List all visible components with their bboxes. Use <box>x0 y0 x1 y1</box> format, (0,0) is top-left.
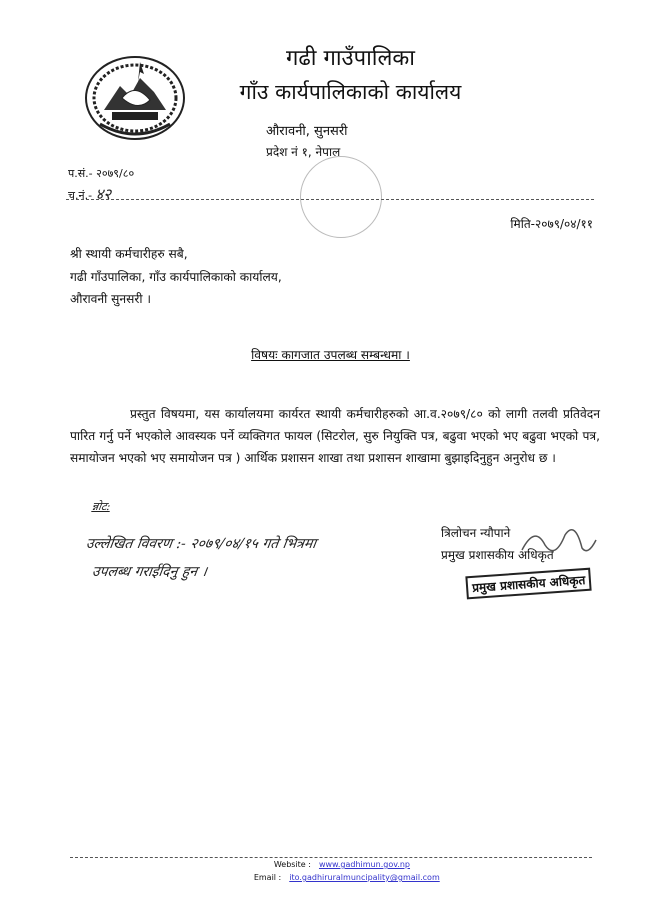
signatory-title: प्रमुख प्रशासकीय अधिकृत <box>441 548 554 562</box>
recipient-line-2: गढी गाँउपालिका, गाँउ कार्यपालिकाको कार्यालय, <box>70 270 282 284</box>
province-line: प्रदेश नं १, नेपाल <box>266 145 341 159</box>
fiscal-year-ref: प.सं.- २०७९/८० <box>68 167 135 180</box>
email-label: Email : <box>253 873 282 882</box>
recipient-line-1: श्री स्थायी कर्मचारीहरु सबै, <box>70 247 188 261</box>
note-heading: न्नोट: <box>91 500 112 513</box>
dispatch-ref <box>68 184 111 204</box>
website-link[interactable]: www.gadhimun.gov.np <box>318 860 411 869</box>
office-stamp <box>300 156 382 238</box>
letter-body: प्रस्तुत विषयमा, यस कार्यालयमा कार्यरत स्थायी कर्मचारीहरुको आ.व.२०७९/८० को लागी तलवी प्रतिवेदन पारित गर्नु पर्ने भएकोले आवस्यक पर्ने व्यक्तिगत फायल (सिटरोल, सुरु नियुक्ति पत्र, बढुवा भएको भए बढुवा भएको पत्र, समायोजन भएको भए समायोजन पत्र ) आर्थिक प्रशासन शाखा तथा प्रशासन शाखामा बुझाइदिनुहुन अनुरोध छ । <box>70 407 600 465</box>
footer-divider <box>70 857 592 858</box>
recipient-line-3: औरावनी सुनसरी । <box>70 292 152 306</box>
office-title: गाँउ कार्यपालिकाको कार्यालय <box>239 80 462 104</box>
note-line-2: उपलब्ध गराईदिनु हुन । <box>90 564 208 580</box>
dispatch-label: च.नं.- <box>68 189 93 202</box>
subject-line: विषयः कागजात उपलब्ध सम्बन्धमा । <box>251 348 410 362</box>
office-address: औरावनी, सुनसरी <box>266 124 348 139</box>
signatory-name: त्रिलोचन न्यौपाने <box>441 526 511 540</box>
municipality-title: गढी गाउँपालिका <box>285 46 415 71</box>
note-line-1: उल्लेखित विवरण :- २०७९/०४/१५ गते भित्रमा <box>84 536 318 552</box>
dispatch-number: ४२ <box>95 185 112 203</box>
footer-website <box>0 860 661 869</box>
email-link[interactable]: ito.gadhiruralmuncipality@gmail.com <box>289 873 440 882</box>
website-label: Website : <box>273 860 311 869</box>
footer-email <box>0 873 661 882</box>
letter-date: मिति-२०७९/०४/११ <box>510 217 593 231</box>
designation-stamp: प्रमुख प्रशासकीय अधिकृत <box>465 568 592 600</box>
